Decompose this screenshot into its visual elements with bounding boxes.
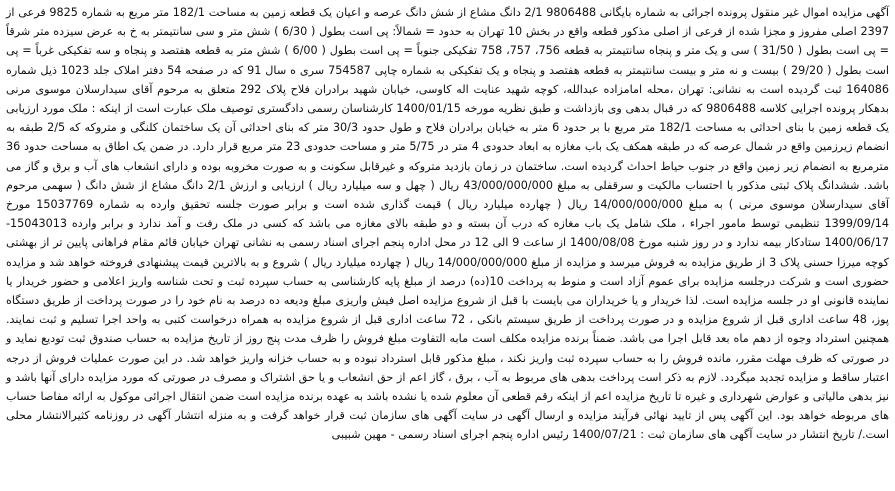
publication-signature-line: تاریخ انتشار در سایت آگهی های سازمان ثبت : 1400/07/21 رئیس اداره پنجم اجرای اسناد رسمی - مهین شبیبی <box>331 428 855 442</box>
notice-body <box>6 3 889 445</box>
notice-body-text: آگهی مزایده اموال غیر منقول پرونده اجرائی به شماره بایگانی 9806488 2/1 دانگ مشاع از شش دانگ عرصه و اعیان یک قطعه زمین به مساحت 182/1 متر مربع به شماره 9825 فرعی از 2397 اصلی مفروز و مجزا شده از فرعی از اصلی مذکور قطعه واقع در بخش 10 تهران به حدود = شمالاً: پی است بطول ( 6/30 ) شش متر و سی سانتیمتر به خ به عرض سیزده متر شرقاً = پی است بطول ( 31/50 ) سی و یک متر و پنجاه سانتیمتر به قطعه 756، 757، 758 تفکیکی جنوباً = پی است بطول ( 6/00 ) شش متر به قطعه هفتصد و پنجاه و سه تفکیکی غرباً = پی است بطول ( 29/20 ) بیست و نه متر و بیست سانتیمتر به قطعه هفتصد و پنجاه و یک تفکیکی به شماره چاپی 754587 سری ه سال 91 که در صفحه 54 دفتر املاک جلد 1023 ذیل شماره 164086 ثبت گردیده است به نشانی: تهران ،محله امامزاده عبدالله، کوچه شهید عنایت اله کاوسی، خیابان شهید برادران فلاح پلاک 292 متعلق به مرحوم آقای سیدارسلان موسوی مرنی بدهکار پرونده اجرایی کلاسه 9806488 که در قبال بدهی وی بازداشت و طبق نظریه مورخه 1400/01/15 کارشناسان رسمی دادگستری توصیف ملک عبارت است از اینکه : ملک مورد ارزیابی یک قطعه زمین با بنای احداثی به مساحت 182/1 متر مربع با بر حدود 6 متر به خیابان برادران فلاح و طول حدود 30/3 متر که بنای احداثی آن یک ساختمان کلنگی و متروکه که 2/5 طبقه به انضمام زیرزمین واقع در شمال عرصه که در طبقه همکف یک باب مغازه به ابعاد حدودی 4 متر در 5/75 متر و مساحت حدودی 23 متر مربع قرار دارد. در ضمن یک اطاق به مساحت حدود 36 مترمربع به انضمام زیر زمین واقع در جنوب حیاط احداث گردیده است. ساختمان در زمان بازدید متروکه و غیرقابل سکونت و به صورت مخروبه بوده و دارای انشعاب های آب و برق و گاز می باشد. ششدانگ پلاک ثبتی مذکور با احتساب مالکیت و سرقفلی به مبلغ 43/000/000/000 ریال ( چهل و سه میلیارد ریال ) ارزیابی و ارزش 2/1 دانگ مشاع از شش دانگ ( سهمی مرحوم آقای سیدارسلان موسوی مرنی ) به مبلغ 14/000/000/000 ریال ( چهارده میلیارد ریال ) قیمت گذاری شده است و برابر صورت جلسه تحقیق وارده به شماره 15037769 مورخ 1399/09/14 تنظیمی توسط مامور اجراء ، ملک شامل یک باب مغازه که درب آن بسته و دو طبقه بالای مغازه می باشد که کسی در ملک رفت و آمد ندارد و برابر وارده 15043013-1400/06/17 ستادکار بیمه ندارد و در روز شنبه مورخ 1400/08/08 از ساعت 9 الی 12 در محل اداره پنجم اجرای اسناد رسمی به نشانی تهران خیابان قائم مقام فراهانی پایین تر از بهشتی کوچه میرزا حسنی پلاک 3 از طریق مزایده به فروش میرسد و مزایده از مبلغ 14/000/000/000 ریال ( چهارده میلیارد ریال ) شروع و به بالاترین قیمت پیشنهادی فروخته خواهد شد و مزایده حضوری است و شرکت درجلسه مزایده برای عموم آزاد است و منوط به پرداخت 10(ده) درصد از مبلغ پایه کارشناسی به حساب سپرده ثبت و تحت شناسه واریز اعلامی و حضور خریدار یا نماینده قانونی او در جلسه مزایده است. لذا خریدار و یا خریداران می بایست با قبل از شروع مزایده اصل فیش واریزی مبلغ ودیعه ده درصد به نام خود را در صورت پرداخت از طریق دستگاه پوز، 48 ساعت اداری قبل از شروع مزایده و در صورت پرداخت از طریق سیستم بانکی ، 72 ساعت اداری قبل از شروع مزایده به همراه درخواست کتبی به واحد اجرا تسلیم و ثبت نمایند. همچنین استرداد وجوه از دهم ماه بعد قابل اجرا می باشد. ضمناً برنده مزایده مکلف است مابه التفاوت مبلغ فروش را ظرف مدت پنج روز از تاریخ مزایده به حساب صندوق ثبت تودیع نماید و در صورتی که ظرف مهلت مقرر، مانده فروش را به حساب سپرده ثبت واریز نکند ، مبلغ مذکور قابل استرداد نبوده و به حساب خزانه واریز خواهد شد. در این صورت عملیات فروش از درجه اعتبار ساقط و مزایده تجدید میگردد. لازم به ذکر است پرداخت بدهی های مربوط به آب ، برق ، گاز اعم از حق انشعاب و یا حق اشتراک و مصرف در صورتی که مورد مزایده دارای آنها باشد و نیز بدهی مالیاتی و عوارض شهرداری و غیره تا تاریخ مزایده اعم از اینکه رقم قطعی آن معلوم شده یا نشده باشد به عهده برنده مزایده است ضمن انتقال اجرائی موکول به ارائه مفاصا حساب های مربوطه خواهد بود. این آگهی پس از تایید نهائی فرآیند مزایده و ارسال آگهی در سایت آگهی های سازمان ثبت قرار خواهد گرفت و به منزله انتشار آگهی در روزنامه کثیرالانتشار محلی است./ <box>6 6 890 442</box>
